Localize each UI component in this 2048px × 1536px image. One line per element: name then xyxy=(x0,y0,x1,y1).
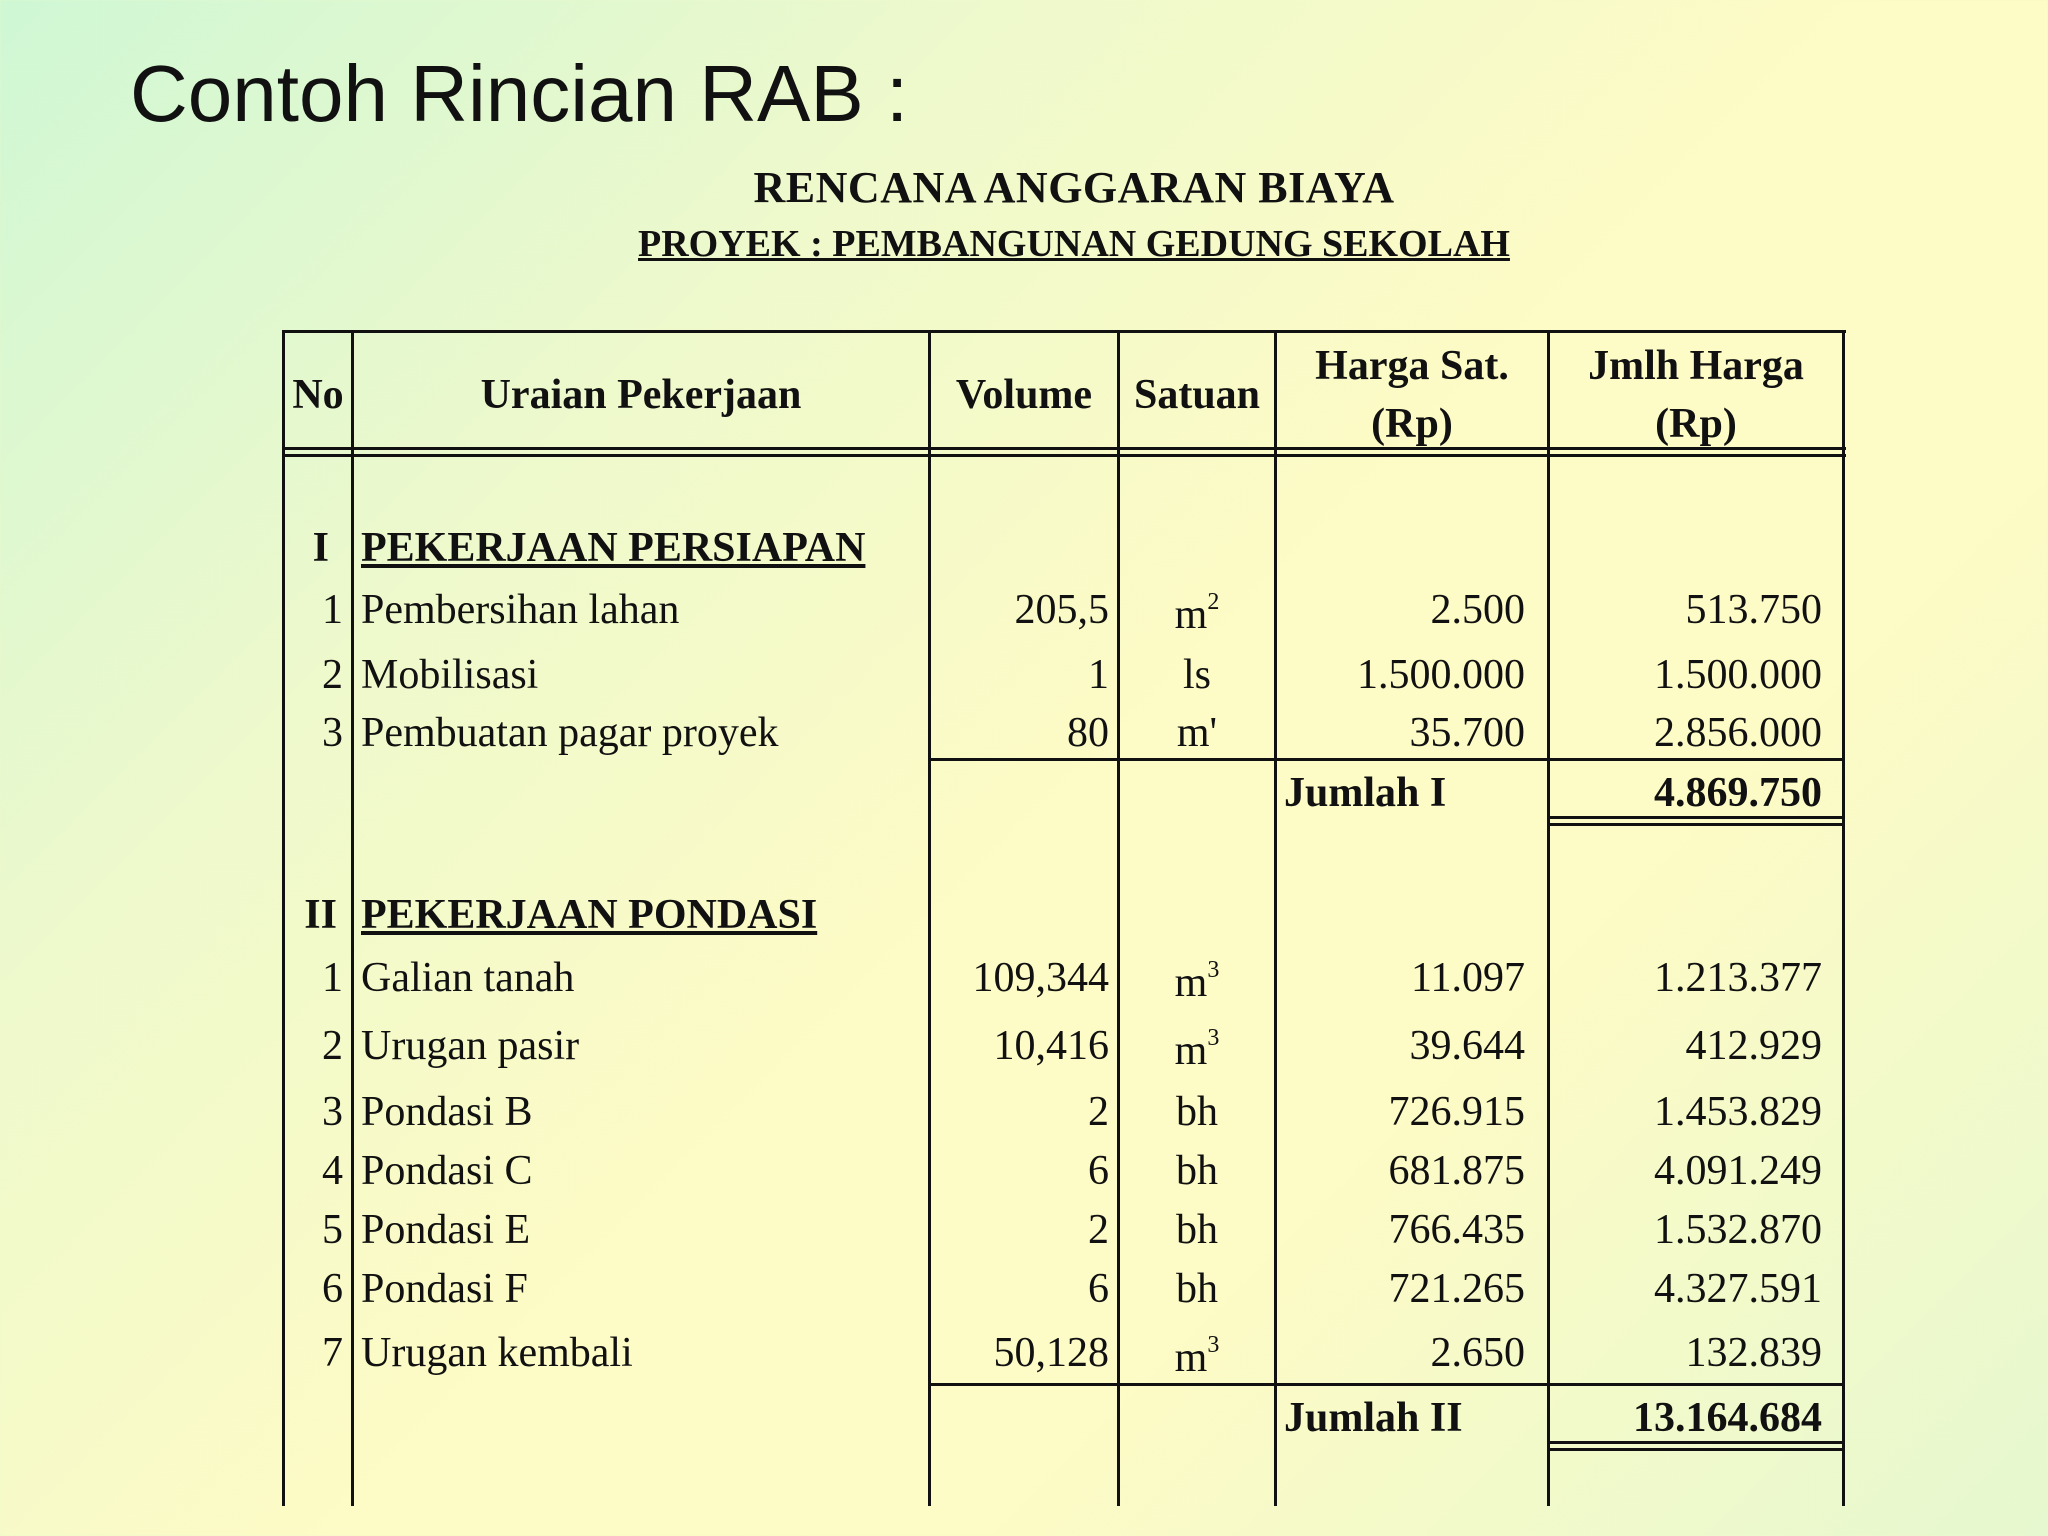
item-volume: 80 xyxy=(1067,710,1109,756)
item-harga-satuan: 1.500.000 xyxy=(1357,652,1525,698)
item-harga-satuan: 39.644 xyxy=(1409,1023,1525,1069)
item-no: 3 xyxy=(322,710,343,756)
item-volume: 2 xyxy=(1088,1207,1109,1253)
item-uraian: Urugan kembali xyxy=(361,1330,633,1376)
item-volume: 1 xyxy=(1088,652,1109,698)
item-no: 7 xyxy=(322,1330,343,1376)
subtotal-underline-double xyxy=(1547,1448,1845,1451)
item-uraian: Mobilisasi xyxy=(361,652,539,698)
section-title: PEKERJAAN PONDASI xyxy=(361,892,818,938)
item-harga-satuan: 721.265 xyxy=(1388,1266,1525,1312)
table-right-border xyxy=(1842,330,1845,1506)
item-volume: 6 xyxy=(1088,1266,1109,1312)
item-no: 2 xyxy=(322,1023,343,1069)
item-satuan: ls xyxy=(1182,652,1211,698)
item-satuan: $m^3$ xyxy=(1174,1025,1220,1074)
column-divider xyxy=(351,330,354,1506)
item-harga-satuan: 35.700 xyxy=(1409,710,1525,756)
header-harga-satuan: Harga Sat. xyxy=(1315,343,1509,389)
item-harga-satuan: 766.435 xyxy=(1388,1207,1525,1253)
item-satuan: bh xyxy=(1176,1148,1218,1194)
item-volume: 6 xyxy=(1088,1148,1109,1194)
item-harga-satuan: 726.915 xyxy=(1388,1089,1525,1135)
subtotal-underline-double xyxy=(1547,823,1845,826)
table-top-border xyxy=(282,330,1846,333)
item-jumlah: 2.856.000 xyxy=(1654,710,1822,756)
item-jumlah: 1.453.829 xyxy=(1654,1089,1822,1135)
header-bottom-border-double xyxy=(282,454,1846,457)
item-volume: 10,416 xyxy=(993,1023,1109,1069)
header-uraian: Uraian Pekerjaan xyxy=(480,372,802,418)
item-satuan: $m^3$ xyxy=(1174,1332,1220,1381)
item-no: 2 xyxy=(322,652,343,698)
item-no: 5 xyxy=(322,1207,343,1253)
item-uraian: Pondasi E xyxy=(361,1207,531,1253)
item-satuan: $m^2$ xyxy=(1174,589,1220,638)
item-no: 1 xyxy=(322,955,343,1001)
item-uraian: Pondasi B xyxy=(361,1089,533,1135)
item-harga-satuan: 2.650 xyxy=(1430,1330,1525,1376)
header-volume: Volume xyxy=(955,372,1093,418)
column-divider xyxy=(1274,330,1277,1506)
item-harga-satuan: 11.097 xyxy=(1411,955,1525,1001)
subtotal-value: 4.869.750 xyxy=(1654,770,1822,816)
header-jumlah-harga-unit: (Rp) xyxy=(1655,401,1737,447)
item-harga-satuan: 681.875 xyxy=(1388,1148,1525,1194)
item-uraian: Galian tanah xyxy=(361,955,575,1001)
item-jumlah: 412.929 xyxy=(1685,1023,1822,1069)
item-harga-satuan: 2.500 xyxy=(1430,587,1525,633)
item-satuan: bh xyxy=(1176,1207,1218,1253)
item-no: 4 xyxy=(322,1148,343,1194)
item-volume: 2 xyxy=(1088,1089,1109,1135)
subtotal-top-border xyxy=(928,1383,1845,1386)
header-harga-satuan-unit: (Rp) xyxy=(1371,401,1453,447)
item-satuan: bh xyxy=(1176,1266,1218,1312)
section-number: II xyxy=(304,892,337,938)
subtotal-value: 13.164.684 xyxy=(1633,1395,1822,1441)
subtotal-label: Jumlah I xyxy=(1284,770,1447,816)
item-jumlah: 513.750 xyxy=(1685,587,1822,633)
subtotal-underline xyxy=(1547,816,1845,819)
item-volume: 205,5 xyxy=(1014,587,1109,633)
header-jumlah-harga: Jmlh Harga xyxy=(1588,343,1804,389)
item-jumlah: 1.532.870 xyxy=(1654,1207,1822,1253)
header-satuan: Satuan xyxy=(1133,372,1261,418)
column-divider xyxy=(1547,330,1550,1506)
item-uraian: Pondasi F xyxy=(361,1266,528,1312)
item-uraian: Urugan pasir xyxy=(361,1023,580,1069)
item-volume: 50,128 xyxy=(993,1330,1109,1376)
document-subtitle: PROYEK : PEMBANGUNAN GEDUNG SEKOLAH xyxy=(638,223,1510,265)
item-jumlah: 132.839 xyxy=(1685,1330,1822,1376)
document-title: RENCANA ANGGARAN BIAYA xyxy=(753,163,1395,212)
item-satuan: m' xyxy=(1176,710,1218,756)
item-satuan: $m^3$ xyxy=(1174,957,1220,1006)
section-number: I xyxy=(312,525,329,571)
item-no: 6 xyxy=(322,1266,343,1312)
subtotal-top-border xyxy=(928,758,1845,761)
column-divider xyxy=(928,330,931,1506)
item-uraian: Pembersihan lahan xyxy=(361,587,680,633)
item-jumlah: 1.500.000 xyxy=(1654,652,1822,698)
header-bottom-border xyxy=(282,447,1846,450)
item-satuan: bh xyxy=(1176,1089,1218,1135)
item-jumlah: 4.327.591 xyxy=(1654,1266,1822,1312)
section-title: PEKERJAAN PERSIAPAN xyxy=(361,525,866,571)
item-uraian: Pembuatan pagar proyek xyxy=(361,710,779,756)
subtotal-underline xyxy=(1547,1441,1845,1444)
column-divider xyxy=(1117,330,1120,1506)
slide-title: Contoh Rincian RAB : xyxy=(130,49,909,138)
item-no: 3 xyxy=(322,1089,343,1135)
item-volume: 109,344 xyxy=(972,955,1109,1001)
item-uraian: Pondasi C xyxy=(361,1148,533,1194)
item-jumlah: 4.091.249 xyxy=(1654,1148,1822,1194)
subtotal-label: Jumlah II xyxy=(1284,1395,1463,1441)
header-no: No xyxy=(292,372,344,418)
item-jumlah: 1.213.377 xyxy=(1654,955,1822,1001)
item-no: 1 xyxy=(322,587,343,633)
